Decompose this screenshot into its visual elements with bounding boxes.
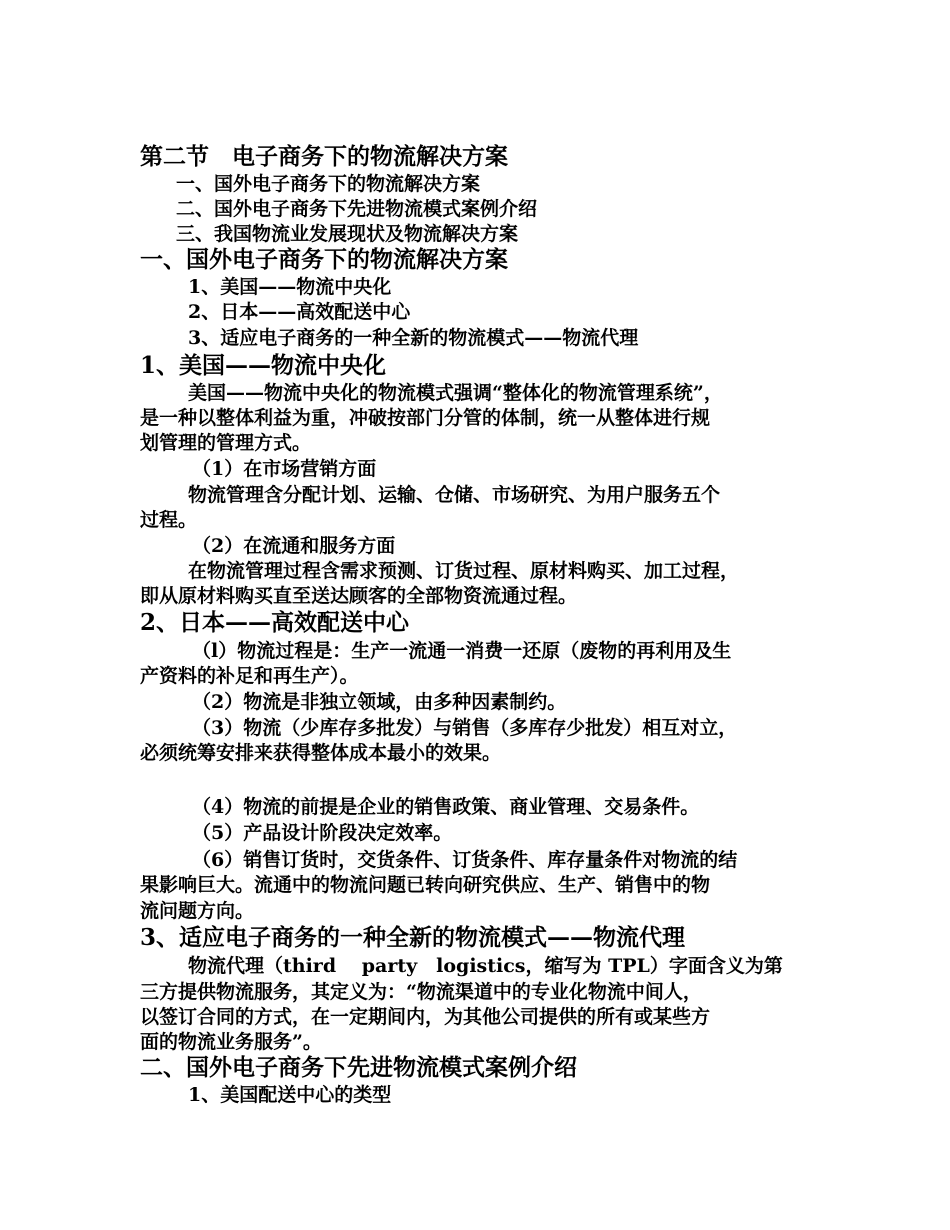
japan-paragraph-line: 果影响巨大。流通中的物流问题已转向研究供应、生产、销售中的物	[140, 874, 711, 896]
japan-paragraph-line: （3）物流（少库存多批发）与销售（多库存少批发）相互对立，	[192, 717, 738, 739]
outline-item: 一、国外电子商务下的物流解决方案	[176, 173, 481, 195]
usa-paragraph-line: 物流管理含分配计划、运输、仓储、市场研究、为用户服务五个	[188, 484, 721, 506]
agency-paragraph-line: 以签订合同的方式，在一定期间内，为其他公司提供的所有或某些方	[140, 1006, 711, 1028]
part-one-item: 3、适应电子商务的一种全新的物流模式——物流代理	[188, 327, 639, 349]
agency-paragraph-line: 面的物流业务服务”。	[140, 1031, 322, 1053]
agency-paragraph-line: 三方提供物流服务，其定义为：“物流渠道中的专业化物流中间人，	[140, 981, 702, 1003]
japan-paragraph-line: 流问题方向。	[140, 900, 255, 922]
usa-paragraph-line: 是一种以整体利益为重，冲破按部门分管的体制，统一从整体进行规	[140, 407, 711, 429]
heading-part-one: 一、国外电子商务下的物流解决方案	[140, 246, 508, 273]
usa-paragraph-line: 即从原材料购买直至送达顾客的全部物资流通过程。	[140, 585, 578, 607]
part-one-item: 1、美国——物流中央化	[188, 276, 392, 298]
japan-paragraph-line: （5）产品设计阶段决定效率。	[192, 822, 453, 844]
japan-paragraph-line: （4）物流的前提是企业的销售政策、商业管理、交易条件。	[192, 796, 700, 818]
usa-paragraph-line: 在物流管理过程含需求预测、订货过程、原材料购买、加工过程，	[188, 560, 740, 582]
outline-item: 二、国外电子商务下先进物流模式案例介绍	[176, 198, 538, 220]
japan-paragraph-line: 必须统筹安排来获得整体成本最小的效果。	[140, 742, 502, 764]
usa-paragraph-line: 美国——物流中央化的物流模式强调“整体化的物流管理系统”，	[188, 382, 723, 404]
section-title: 第二节 电子商务下的物流解决方案	[140, 143, 508, 170]
usa-subheading: （2）在流通和服务方面	[192, 535, 396, 557]
outline-item: 三、我国物流业发展现状及物流解决方案	[176, 223, 519, 245]
japan-paragraph-line: （6）销售订货时，交货条件、订货条件、库存量条件对物流的结	[192, 849, 738, 871]
japan-paragraph-line: 产资料的补足和再生产）。	[140, 665, 359, 687]
usa-paragraph-line: 划管理的管理方式。	[140, 432, 312, 454]
heading-usa: 1、美国——物流中央化	[140, 352, 387, 379]
usa-paragraph-line: 过程。	[140, 509, 198, 531]
heading-japan: 2、日本——高效配送中心	[140, 609, 410, 636]
part-two-item: 1、美国配送中心的类型	[188, 1084, 392, 1106]
japan-paragraph-line: （2）物流是非独立领域，由多种因素制约。	[192, 691, 567, 713]
heading-part-two: 二、国外电子商务下先进物流模式案例介绍	[140, 1054, 577, 1081]
usa-subheading: （1）在市场营销方面	[192, 458, 377, 480]
agency-paragraph-line: 物流代理（third party logistics，缩写为 TPL）字面含义为第	[188, 955, 783, 977]
japan-paragraph-line: （l）物流过程是：生产一流通一消费一还原（废物的再利用及生	[192, 640, 732, 662]
heading-agency: 3、适应电子商务的一种全新的物流模式——物流代理	[140, 924, 686, 951]
part-one-item: 2、日本——高效配送中心	[188, 301, 411, 323]
